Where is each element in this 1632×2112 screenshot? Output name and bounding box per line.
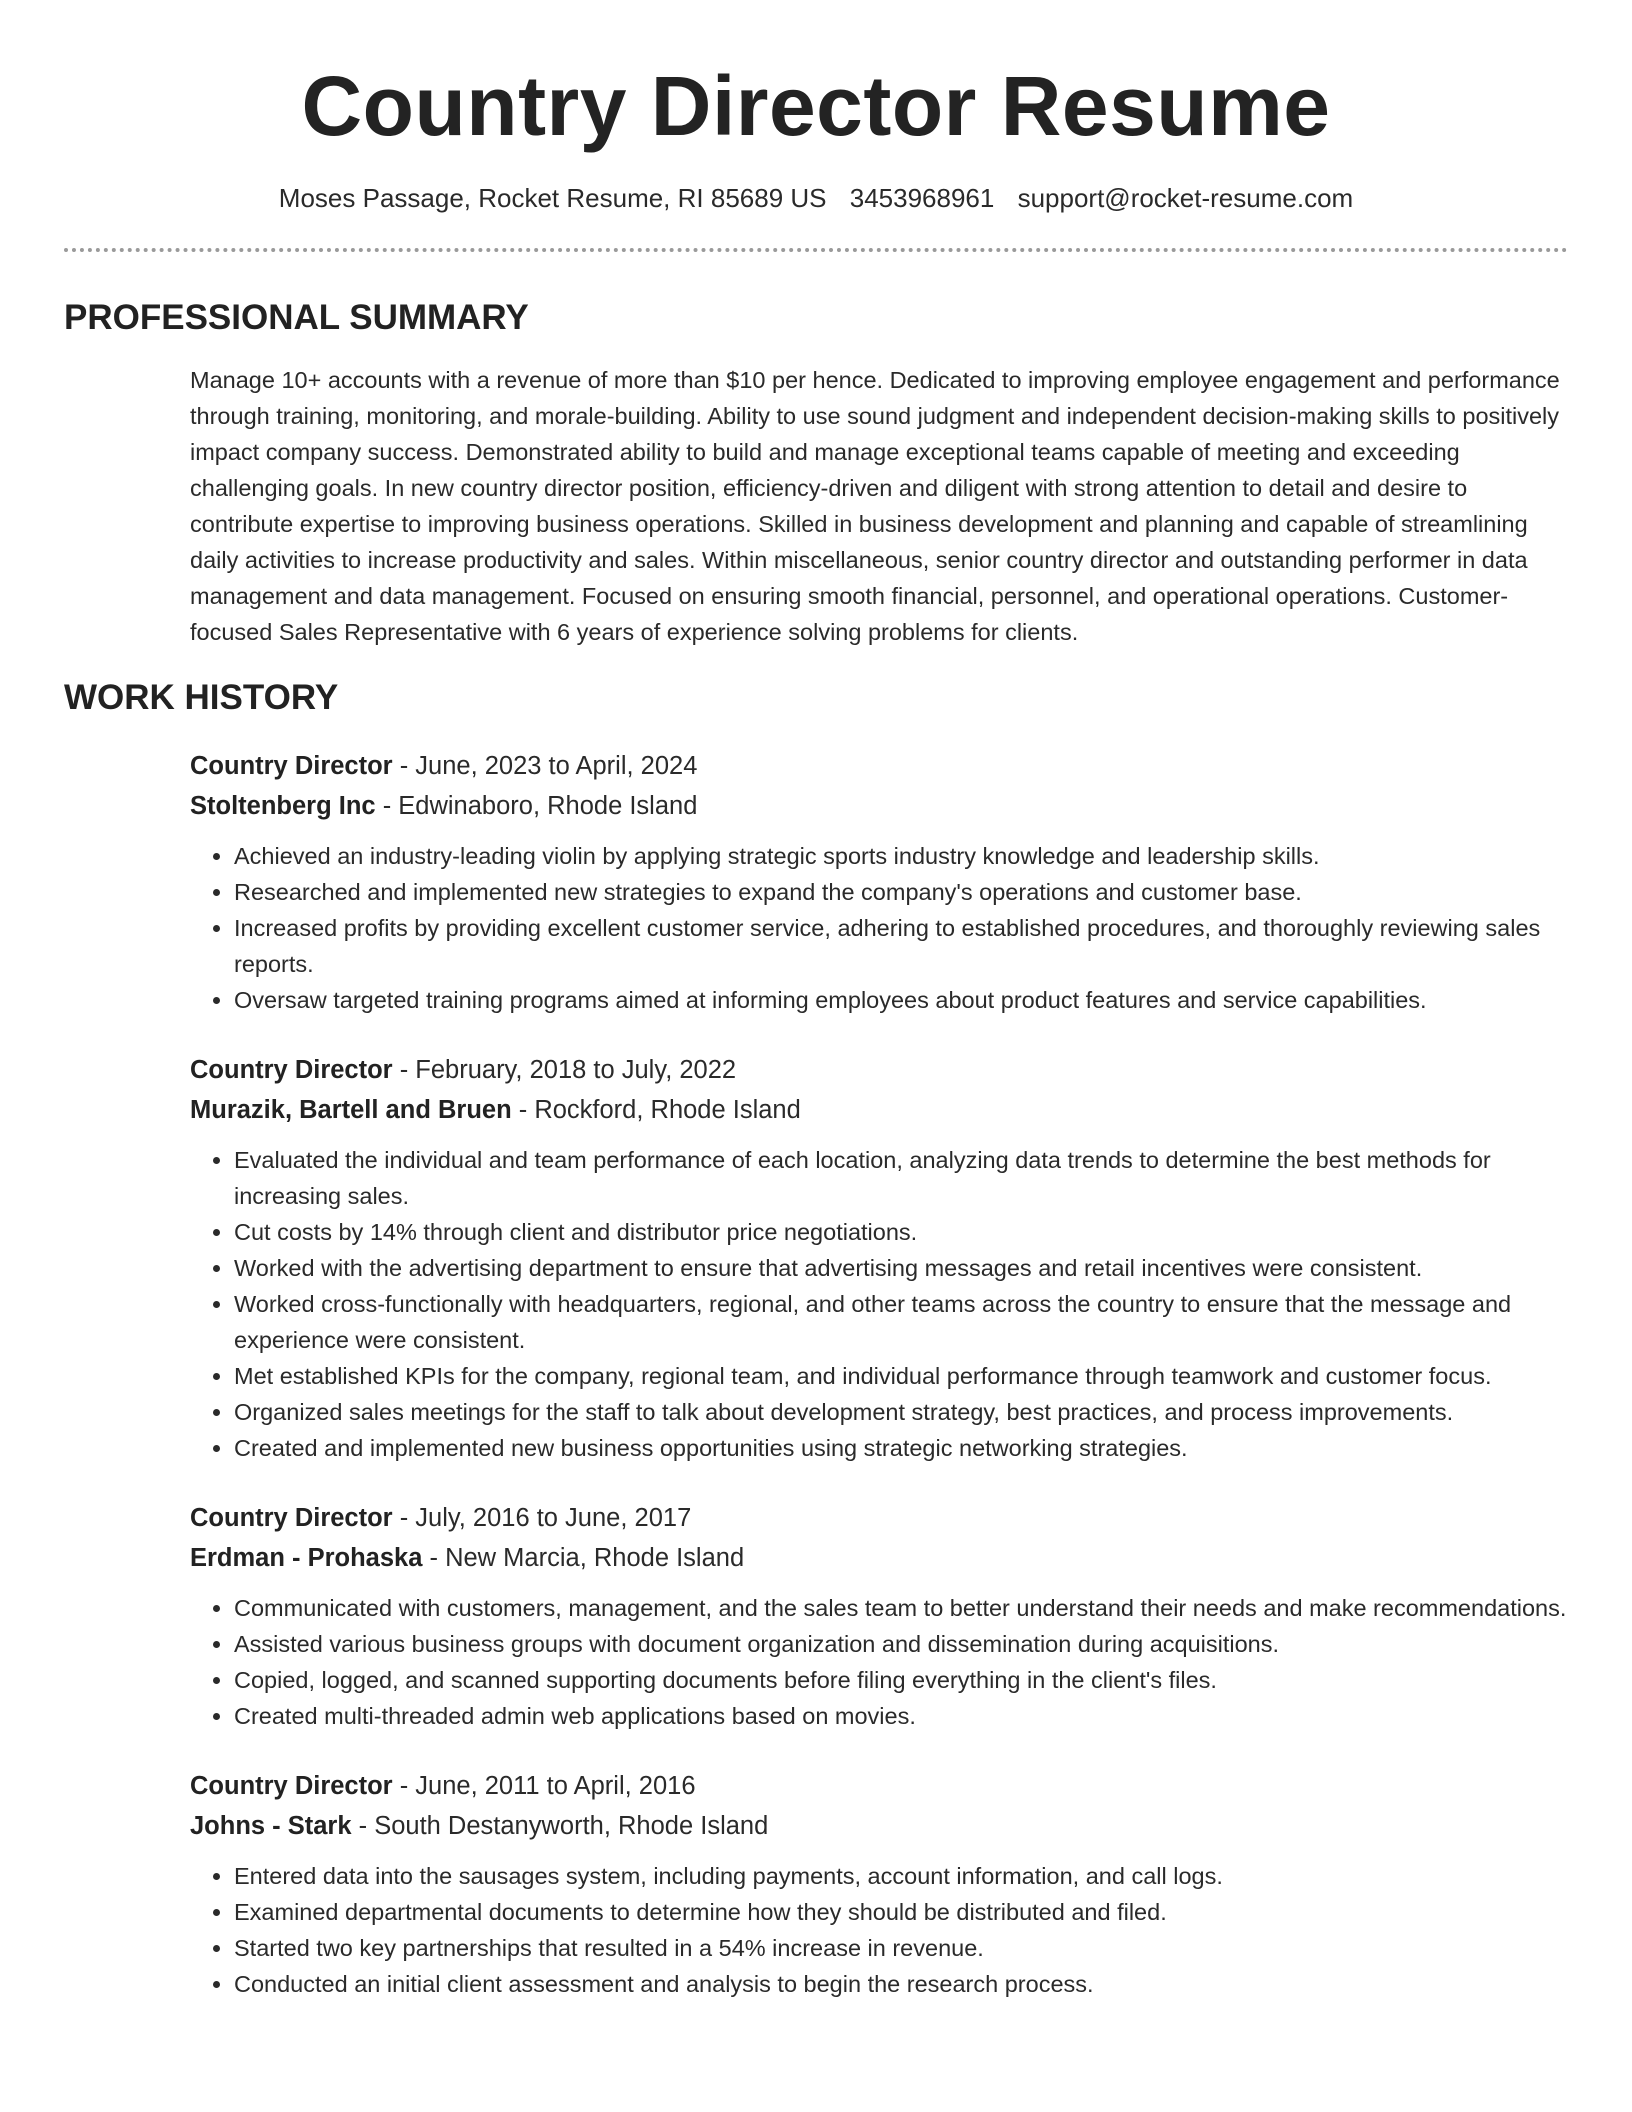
job-bullet: • Organized sales meetings for the staff to talk about development strategy, best practices, and process improvements.	[234, 1394, 1568, 1430]
job-bullet: • Cut costs by 14% through client and distributor price negotiations.	[234, 1214, 1568, 1250]
job-company: Johns - Stark	[190, 1812, 352, 1840]
job-bullet: • Met established KPIs for the company, regional team, and individual performance through teamwork and customer focus.	[234, 1358, 1568, 1394]
job-title-line	[190, 1050, 1568, 1090]
job-entry	[190, 1766, 1568, 2002]
job-location: - New Marcia, Rhode Island	[422, 1544, 745, 1572]
job-title: Country Director	[190, 752, 393, 780]
job-company: Erdman - Prohaska	[190, 1544, 423, 1572]
job-bullet-list	[190, 838, 1568, 1018]
job-location: - Rockford, Rhode Island	[511, 1096, 801, 1124]
job-company-line	[190, 786, 1568, 826]
job-company-line	[190, 1090, 1568, 1130]
job-title-line	[190, 1766, 1568, 1806]
job-bullet: • Worked cross-functionally with headquarters, regional, and other teams across the country to ensure that the message and experience were consistent.	[234, 1286, 1568, 1358]
job-bullet: • Oversaw targeted training programs aimed at informing employees about product features and service capabilities.	[234, 982, 1568, 1018]
job-title: Country Director	[190, 1772, 393, 1800]
contact-phone: 3453968961	[849, 183, 995, 213]
job-location: - Edwinaboro, Rhode Island	[375, 792, 698, 820]
contact-email: support@rocket-resume.com	[1017, 183, 1354, 213]
header-divider	[64, 248, 1568, 252]
job-bullet: • Evaluated the individual and team performance of each location, analyzing data trends to determine the best methods for increasing sales.	[234, 1142, 1568, 1214]
job-dates: - February, 2018 to July, 2022	[392, 1056, 737, 1084]
resume-title: Country Director Resume	[301, 59, 1331, 153]
job-bullet-list	[190, 1858, 1568, 2002]
job-company-line	[190, 1538, 1568, 1578]
job-entry	[190, 1050, 1568, 1466]
job-title: Country Director	[190, 1504, 393, 1532]
summary-heading: PROFESSIONAL SUMMARY	[64, 298, 529, 337]
contact-address: Moses Passage, Rocket Resume, RI 85689 US	[278, 183, 827, 213]
job-dates: - June, 2011 to April, 2016	[392, 1772, 696, 1800]
contact-line	[64, 180, 1568, 216]
job-company: Murazik, Bartell and Bruen	[190, 1096, 512, 1124]
job-location: - South Destanyworth, Rhode Island	[351, 1812, 769, 1840]
work-history-heading: WORK HISTORY	[64, 678, 339, 717]
job-bullet-list	[190, 1142, 1568, 1466]
job-bullet: • Created and implemented new business opportunities using strategic networking strategies.	[234, 1430, 1568, 1466]
job-company-line	[190, 1806, 1568, 1846]
job-bullet: • Started two key partnerships that resulted in a 54% increase in revenue.	[234, 1930, 1568, 1966]
job-bullet: • Researched and implemented new strategies to expand the company's operations and customer base.	[234, 874, 1568, 910]
job-bullet: • Conducted an initial client assessment and analysis to begin the research process.	[234, 1966, 1568, 2002]
job-bullet: • Assisted various business groups with document organization and dissemination during acquisitions.	[234, 1626, 1568, 1662]
job-company: Stoltenberg Inc	[190, 792, 376, 820]
job-dates: - June, 2023 to April, 2024	[392, 752, 698, 780]
job-title-line	[190, 1498, 1568, 1538]
job-entry	[190, 1498, 1568, 1734]
job-bullet: • Worked with the advertising department to ensure that advertising messages and retail incentives were consistent.	[234, 1250, 1568, 1286]
work-history-list	[190, 746, 1568, 2002]
job-bullet: • Achieved an industry-leading violin by applying strategic sports industry knowledge and leadership skills.	[234, 838, 1568, 874]
job-title: Country Director	[190, 1056, 393, 1084]
job-dates: - July, 2016 to June, 2017	[392, 1504, 692, 1532]
job-bullet: • Examined departmental documents to determine how they should be distributed and filed.	[234, 1894, 1568, 1930]
job-bullet: • Copied, logged, and scanned supporting documents before filing everything in the client's files.	[234, 1662, 1568, 1698]
job-entry	[190, 746, 1568, 1018]
job-bullet: • Communicated with customers, management, and the sales team to better understand their needs and make recommendations.	[234, 1590, 1568, 1626]
summary-text: Manage 10+ accounts with a revenue of more than $10 per hence. Dedicated to improving employee engagement and performance through training, monitoring, and morale-building. Ability to use sound judgment and independent decision-making skills to positively impact company success. Demonstrated ability to build and manage exceptional teams capable of meeting and exceeding challenging goals. In new country director position, efficiency-driven and diligent with strong attention to detail and desire to contribute expertise to improving business operations. Skilled in business development and planning and capable of streamlining daily activities to increase productivity and sales. Within miscellaneous, senior country director and outstanding performer in data management and data management. Focused on ensuring smooth financial, personnel, and operational operations. Customer-focused Sales Representative with 6 years of experience solving problems for clients.	[190, 367, 1560, 645]
job-bullet: • Created multi-threaded admin web applications based on movies.	[234, 1698, 1568, 1734]
job-title-line	[190, 746, 1568, 786]
job-bullet: • Entered data into the sausages system, including payments, account information, and call logs.	[234, 1858, 1568, 1894]
job-bullet-list	[190, 1590, 1568, 1734]
job-bullet: • Increased profits by providing excellent customer service, adhering to established procedures, and thoroughly reviewing sales reports.	[234, 910, 1568, 982]
